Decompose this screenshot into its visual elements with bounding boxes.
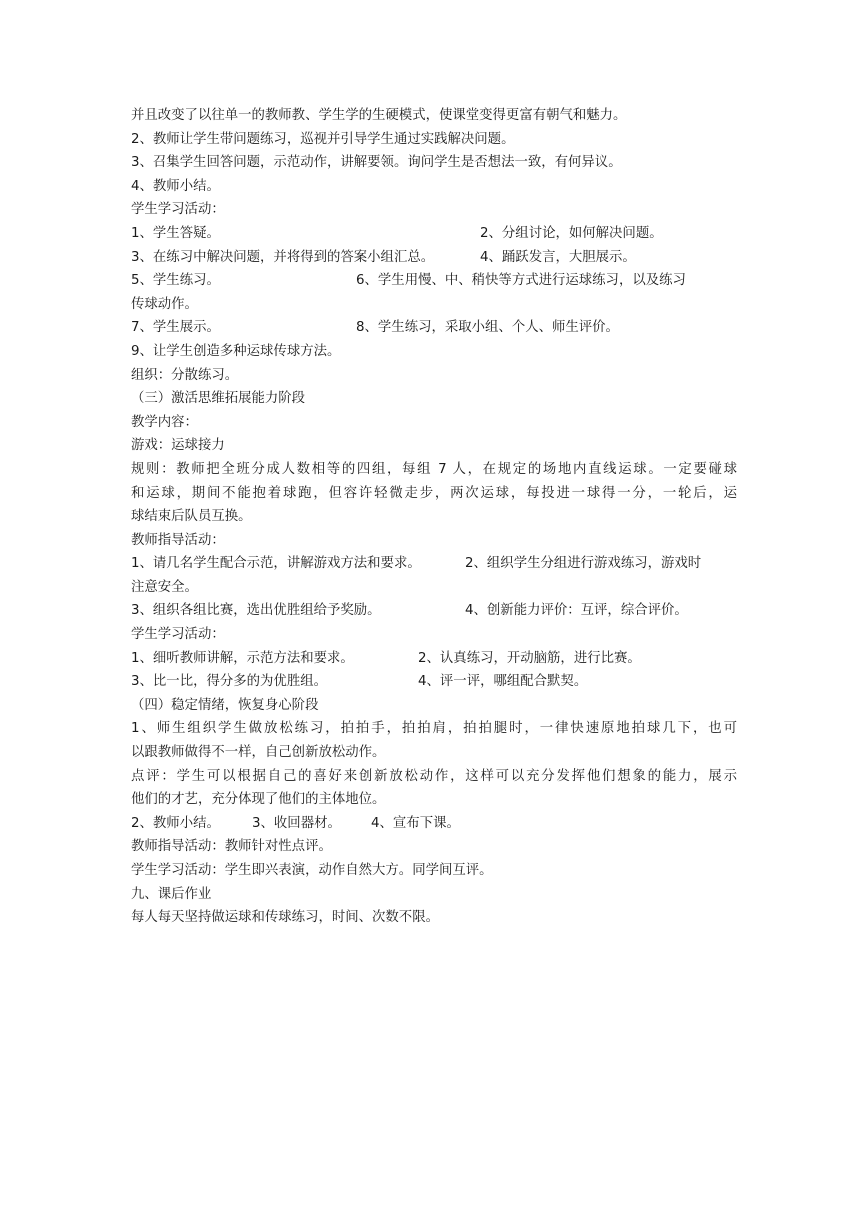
list-item: 4、评一评，哪组配合默契。 <box>418 674 588 690</box>
section-heading: （三）激活思维拓展能力阶段 <box>131 391 306 407</box>
list-item: 3、收回器材。 <box>252 815 341 831</box>
text-line: 传球动作。 <box>131 296 198 312</box>
text-line: 游戏：运球接力 <box>131 438 225 454</box>
text-line <box>131 222 737 246</box>
list-item: 8、学生练习，采取小组、个人、师生评价。 <box>356 320 619 336</box>
text-line <box>131 246 737 270</box>
text-line <box>131 812 737 836</box>
list-item: 2、认真练习，开动脑筋，进行比赛。 <box>418 650 641 666</box>
text-line: 注意安全。 <box>131 579 198 595</box>
text-line: 3、召集学生回答问题，示范动作，讲解要领。询问学生是否想法一致，有何异议。 <box>131 155 622 171</box>
list-item: 1、学生答疑。 <box>131 225 220 241</box>
document-page <box>131 104 737 930</box>
text-line: 4、教师小结。 <box>131 178 220 194</box>
text-line: 和运球，期间不能抱着球跑，但容许轻微走步，两次运球，每投进一球得一分，一轮后，运 <box>131 485 737 501</box>
text-line: 球结束后队员互换。 <box>131 509 252 525</box>
section-label: 教师指导活动： <box>131 532 225 548</box>
list-item: 6、学生用慢、中、稍快等方式进行运球练习，以及练习 <box>356 273 686 289</box>
list-item: 4、创新能力评价：互评，综合评价。 <box>465 603 688 619</box>
text-line: 每人每天坚持做运球和传球练习，时间、次数不限。 <box>131 910 439 926</box>
list-item: 1、请几名学生配合示范，讲解游戏方法和要求。 <box>131 556 421 572</box>
list-item: 3、在练习中解决问题，并将得到的答案小组汇总。 <box>131 249 435 265</box>
section-label: 学生学习活动： <box>131 202 225 218</box>
text-line: 2、教师让学生带问题练习，巡视并引导学生通过实践解决问题。 <box>131 131 515 147</box>
text-line: 教师指导活动：教师针对性点评。 <box>131 839 332 855</box>
text-line <box>131 316 737 340</box>
text-line: 并且改变了以往单一的教师教、学生学的生硬模式，使课堂变得更富有朝气和魅力。 <box>131 108 627 123</box>
text-line: 学生学习活动：学生即兴表演，动作自然大方。同学间互评。 <box>131 863 493 878</box>
text-line <box>131 599 737 623</box>
text-line: 点评：学生可以根据自己的喜好来创新放松动作，这样可以充分发挥他们想象的能力，展示 <box>131 768 737 784</box>
list-item: 1、细听教师讲解，示范方法和要求。 <box>131 650 354 666</box>
text-line: 规则：教师把全班分成人数相等的四组，每组 7 人，在规定的场地内直线运球。一定要碰球 <box>131 461 737 477</box>
list-item: 4、踊跃发言，大胆展示。 <box>480 249 636 265</box>
list-item: 2、分组讨论，如何解决问题。 <box>480 225 663 241</box>
list-item: 3、比一比，得分多的为优胜组。 <box>131 674 327 690</box>
text-line: 以跟教师做得不一样，自己创新放松动作。 <box>131 745 386 761</box>
list-item: 2、教师小结。 <box>131 815 220 831</box>
list-item: 7、学生展示。 <box>131 320 220 336</box>
text-line: 1、师生组织学生做放松练习，拍拍手，拍拍肩，拍拍腿时，一律快速原地拍球几下，也可 <box>131 721 737 737</box>
text-line <box>131 670 737 694</box>
section-label: 教学内容： <box>131 414 198 430</box>
text-line: 9、让学生创造多种运球传球方法。 <box>131 343 341 359</box>
text-line <box>131 269 737 293</box>
text-line <box>131 647 737 671</box>
text-line: 他们的才艺，充分体现了他们的主体地位。 <box>131 792 386 808</box>
section-heading: （四）稳定情绪，恢复身心阶段 <box>131 697 319 713</box>
list-item: 5、学生练习。 <box>131 273 220 289</box>
text-line <box>131 552 737 576</box>
list-item: 3、组织各组比赛，选出优胜组给予奖励。 <box>131 603 381 619</box>
text-line: 组织：分散练习。 <box>131 367 239 383</box>
list-item: 4、宣布下课。 <box>371 815 460 831</box>
section-heading: 九、课后作业 <box>131 886 212 902</box>
section-label: 学生学习活动： <box>131 627 225 643</box>
list-item: 2、组织学生分组进行游戏练习，游戏时 <box>465 556 702 572</box>
